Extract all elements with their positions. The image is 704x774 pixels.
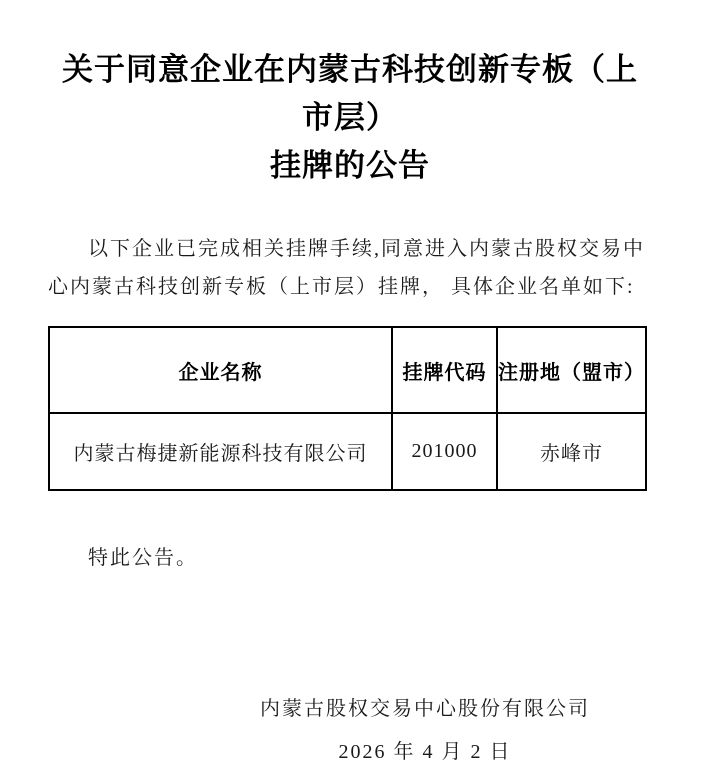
signature-date: 2026 年 4 月 2 日 xyxy=(338,741,512,763)
intro-paragraph-line-2: 心内蒙古科技创新专板（上市层）挂牌， 具体企业名单如下: xyxy=(48,276,635,298)
header-company-name: 企业名称 xyxy=(49,327,392,413)
closing-statement: 特此公告。 xyxy=(88,547,198,569)
announcement-document xyxy=(0,46,704,763)
cell-registration-place: 赤峰市 xyxy=(497,413,646,490)
document-title-line-2: 挂牌的公告 xyxy=(270,148,430,183)
cell-company-name: 内蒙古梅捷新能源科技有限公司 xyxy=(49,413,392,490)
cell-listing-code: 201000 xyxy=(392,413,497,490)
signature-block xyxy=(260,688,590,774)
signature-company: 内蒙古股权交易中心股份有限公司 xyxy=(260,698,590,720)
table-row xyxy=(49,413,646,490)
document-title-line-1: 关于同意企业在内蒙古科技创新专板（上市层） xyxy=(62,52,638,135)
listing-table xyxy=(48,326,647,491)
header-registration-place: 注册地（盟市） xyxy=(497,327,646,413)
intro-paragraph-line-1: 以下企业已完成相关挂牌手续,同意进入内蒙古股权交易中 xyxy=(88,238,645,260)
document-title xyxy=(48,46,652,190)
intro-paragraph xyxy=(48,230,652,306)
listing-table-header-row xyxy=(49,327,646,413)
header-listing-code: 挂牌代码 xyxy=(392,327,497,413)
